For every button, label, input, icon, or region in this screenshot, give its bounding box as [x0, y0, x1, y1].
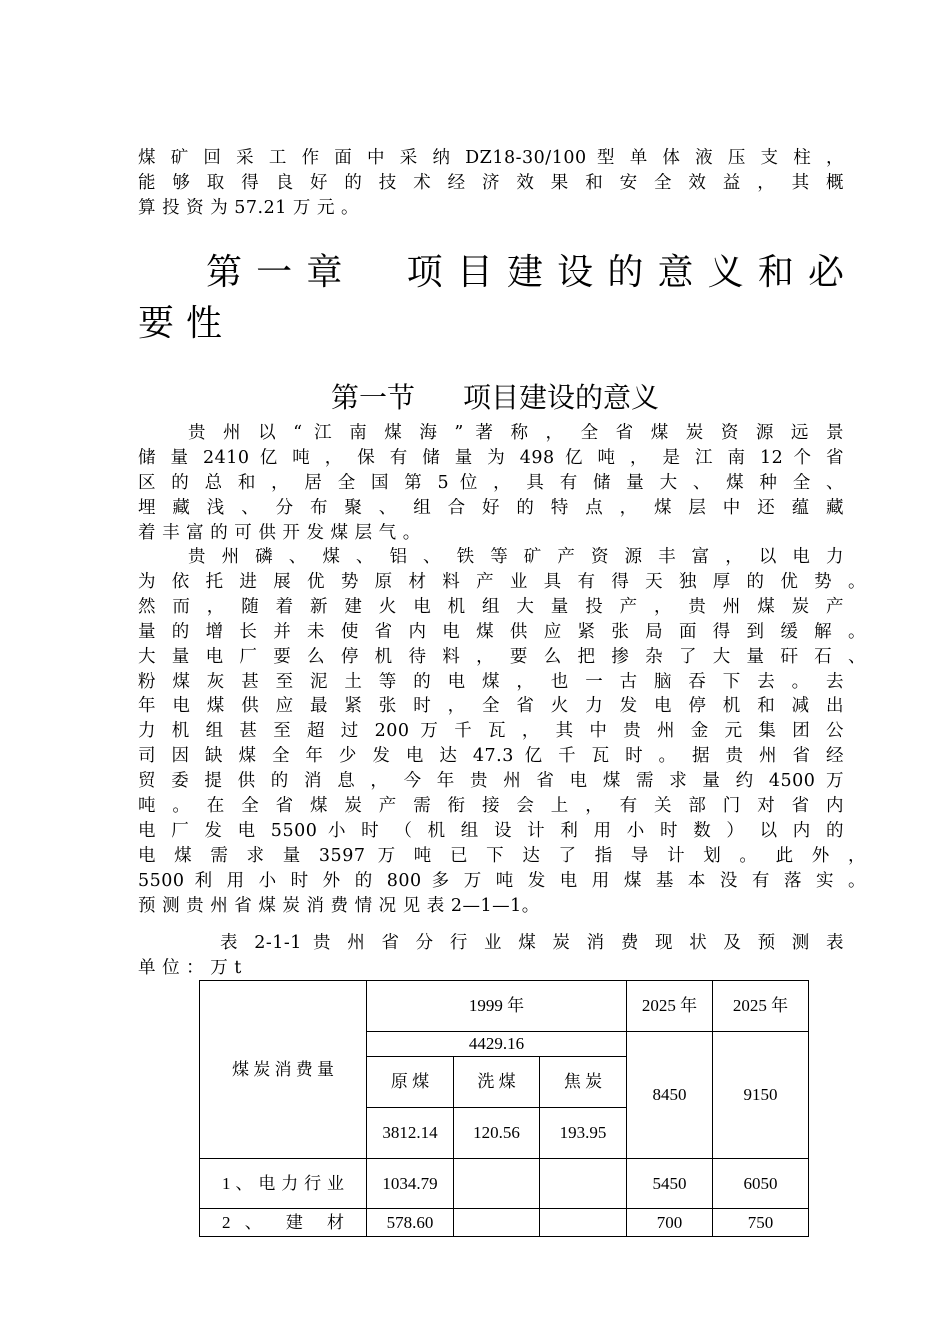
para2-line-7: 年 电 煤 供 应 最 紧 张 时 ， 全 省 火 力 发 电 停 机 和 减 出	[138, 696, 844, 716]
coal-consumption-table	[199, 980, 809, 1237]
intro-line-2: 能 够 取 得 良 好 的 技 术 经 济 效 果 和 安 全 效 益 ， 其 概	[138, 173, 844, 193]
table-cell-raw-text: 1034.79	[382, 1173, 438, 1193]
para2-line-13: 电 煤 需 求 量 3597 万 吨 已 下 达 了 指 导 计 划 。 此 外 ，	[138, 846, 866, 866]
para1-line-5: 着 丰 富 的 可 供 开 发 煤 层 气 。	[138, 523, 421, 543]
sub-value-coke: 193.95	[540, 1108, 627, 1159]
para2-line-8: 力 机 组 甚 至 超 过 200 万 千 瓦 ， 其 中 贵 州 金 元 集 团 公	[138, 721, 844, 741]
para1-line-3: 区 的 总 和 ， 居 全 国 第 5 位 ， 具 有 储 量 大 、 煤 种 全 、	[138, 473, 844, 493]
section-text: 项目建设的意义	[463, 381, 660, 414]
table-cell-a: 700	[627, 1209, 713, 1237]
sub-header-coke-label: 焦 炭	[563, 1072, 603, 1091]
year-a-label: 2025 年	[641, 996, 698, 1015]
chapter-title-line-1: 第一章 项目建设的意义和必	[206, 252, 844, 293]
table-cell-b: 6050	[713, 1159, 809, 1209]
section-title	[0, 378, 950, 418]
section-number: 第一节	[330, 381, 415, 414]
para2-line-3: 然 而 ， 随 着 新 建 火 电 机 组 大 量 投 产 ， 贵 州 煤 炭 产	[138, 597, 844, 617]
table-row-label	[200, 1159, 367, 1209]
sub-header-washed-label: 洗 煤	[477, 1072, 516, 1091]
sub-header-washed	[454, 1057, 540, 1108]
para1-line-2: 储 量 2410 亿 吨 ， 保 有 储 量 为 498 亿 吨 ， 是 江 南 12 个 省	[138, 448, 844, 468]
para2-line-11: 吨 。 在 全 省 煤 炭 产 需 衔 接 会 上 ， 有 关 部 门 对 省 内	[138, 796, 844, 816]
table-cell-coke	[540, 1209, 627, 1237]
sub-value-raw	[367, 1108, 454, 1159]
row-header-cell	[200, 981, 367, 1159]
total-b-cell: 9150	[713, 1032, 809, 1159]
row-header-label: 煤 炭 消 费 量	[232, 1059, 334, 1079]
table-cell-raw	[367, 1159, 454, 1209]
year-1999-header: 1999 年	[367, 981, 627, 1032]
para2-line-6: 粉 煤 灰 甚 至 泥 土 等 的 电 煤 ， 也 一 古 脑 吞 下 去 。 去	[138, 672, 844, 692]
table-row-label-text: 1 、 电 力 行 业	[222, 1173, 344, 1193]
table-cell-washed	[454, 1209, 540, 1237]
table-cell-b: 750	[713, 1209, 809, 1237]
table-caption: 表 2-1-1 贵 州 省 分 行 业 煤 炭 消 费 现 状 及 预 测 表	[220, 933, 844, 953]
sub-header-raw	[367, 1057, 454, 1108]
sub-header-coke	[540, 1057, 627, 1108]
total-1999-cell: 4429.16	[367, 1032, 627, 1057]
table-cell-raw: 578.60	[367, 1209, 454, 1237]
para1-line-1: 贵 州 以 “ 江 南 煤 海 ” 著 称 ， 全 省 煤 炭 资 源 远 景	[188, 423, 844, 443]
table-row-label-text: 2 、 建 材	[222, 1212, 344, 1232]
para2-line-4: 量 的 增 长 并 未 使 省 内 电 煤 供 应 紧 张 局 面 得 到 缓 解 。	[138, 622, 866, 642]
year-a-header	[627, 981, 713, 1032]
table-cell-a: 5450	[627, 1159, 713, 1209]
table-cell-washed	[454, 1159, 540, 1209]
year-b-label: 2025 年	[732, 996, 789, 1015]
unit-label: 单 位 ： 万 t	[138, 958, 242, 978]
sub-value-washed: 120.56	[454, 1108, 540, 1159]
intro-line-1: 煤 矿 回 采 工 作 面 中 采 纳 DZ18-30/100 型 单 体 液 压 支 柱 ，	[138, 148, 844, 168]
para2-line-5: 大 量 电 厂 要 么 停 机 待 料 ， 要 么 把 掺 杂 了 大 量 矸 石 、	[138, 647, 866, 667]
sub-value-raw-text: 3812.14	[382, 1123, 438, 1142]
intro-line-3: 算 投 资 为 57.21 万 元 。	[138, 198, 360, 218]
para1-line-4: 埋 藏 浅 、 分 布 聚 、 组 合 好 的 特 点 ， 煤 层 中 还 蕴 藏	[138, 498, 844, 518]
year-b-header	[713, 981, 809, 1032]
table-cell-coke	[540, 1159, 627, 1209]
para2-line-15: 预 测 贵 州 省 煤 炭 消 费 情 况 见 表 2—1—1。	[138, 896, 540, 916]
para2-line-1: 贵 州 磷 、 煤 、 铝 、 铁 等 矿 产 资 源 丰 富 ， 以 电 力	[188, 547, 844, 567]
sub-header-raw-label: 原 煤	[390, 1072, 430, 1091]
para2-line-12: 电 厂 发 电 5500 小 时 （ 机 组 设 计 利 用 小 时 数 ） 以 内 的	[138, 821, 844, 841]
chapter-title-line-2: 要性	[138, 303, 235, 344]
para2-line-14: 5500 利 用 小 时 外 的 800 多 万 吨 发 电 用 煤 基 本 没 有 落 实 。	[138, 871, 866, 891]
para2-line-9: 司 因 缺 煤 全 年 少 发 电 达 47.3 亿 千 瓦 时 。 据 贵 州 省 经	[138, 746, 844, 766]
total-a-cell: 8450	[627, 1032, 713, 1159]
table-row-label	[200, 1209, 367, 1237]
para2-line-2: 为 依 托 进 展 优 势 原 材 料 产 业 具 有 得 天 独 厚 的 优 势 。	[138, 572, 866, 592]
para2-line-10: 贸 委 提 供 的 消 息 ， 今 年 贵 州 省 电 煤 需 求 量 约 4500 万	[138, 771, 844, 791]
